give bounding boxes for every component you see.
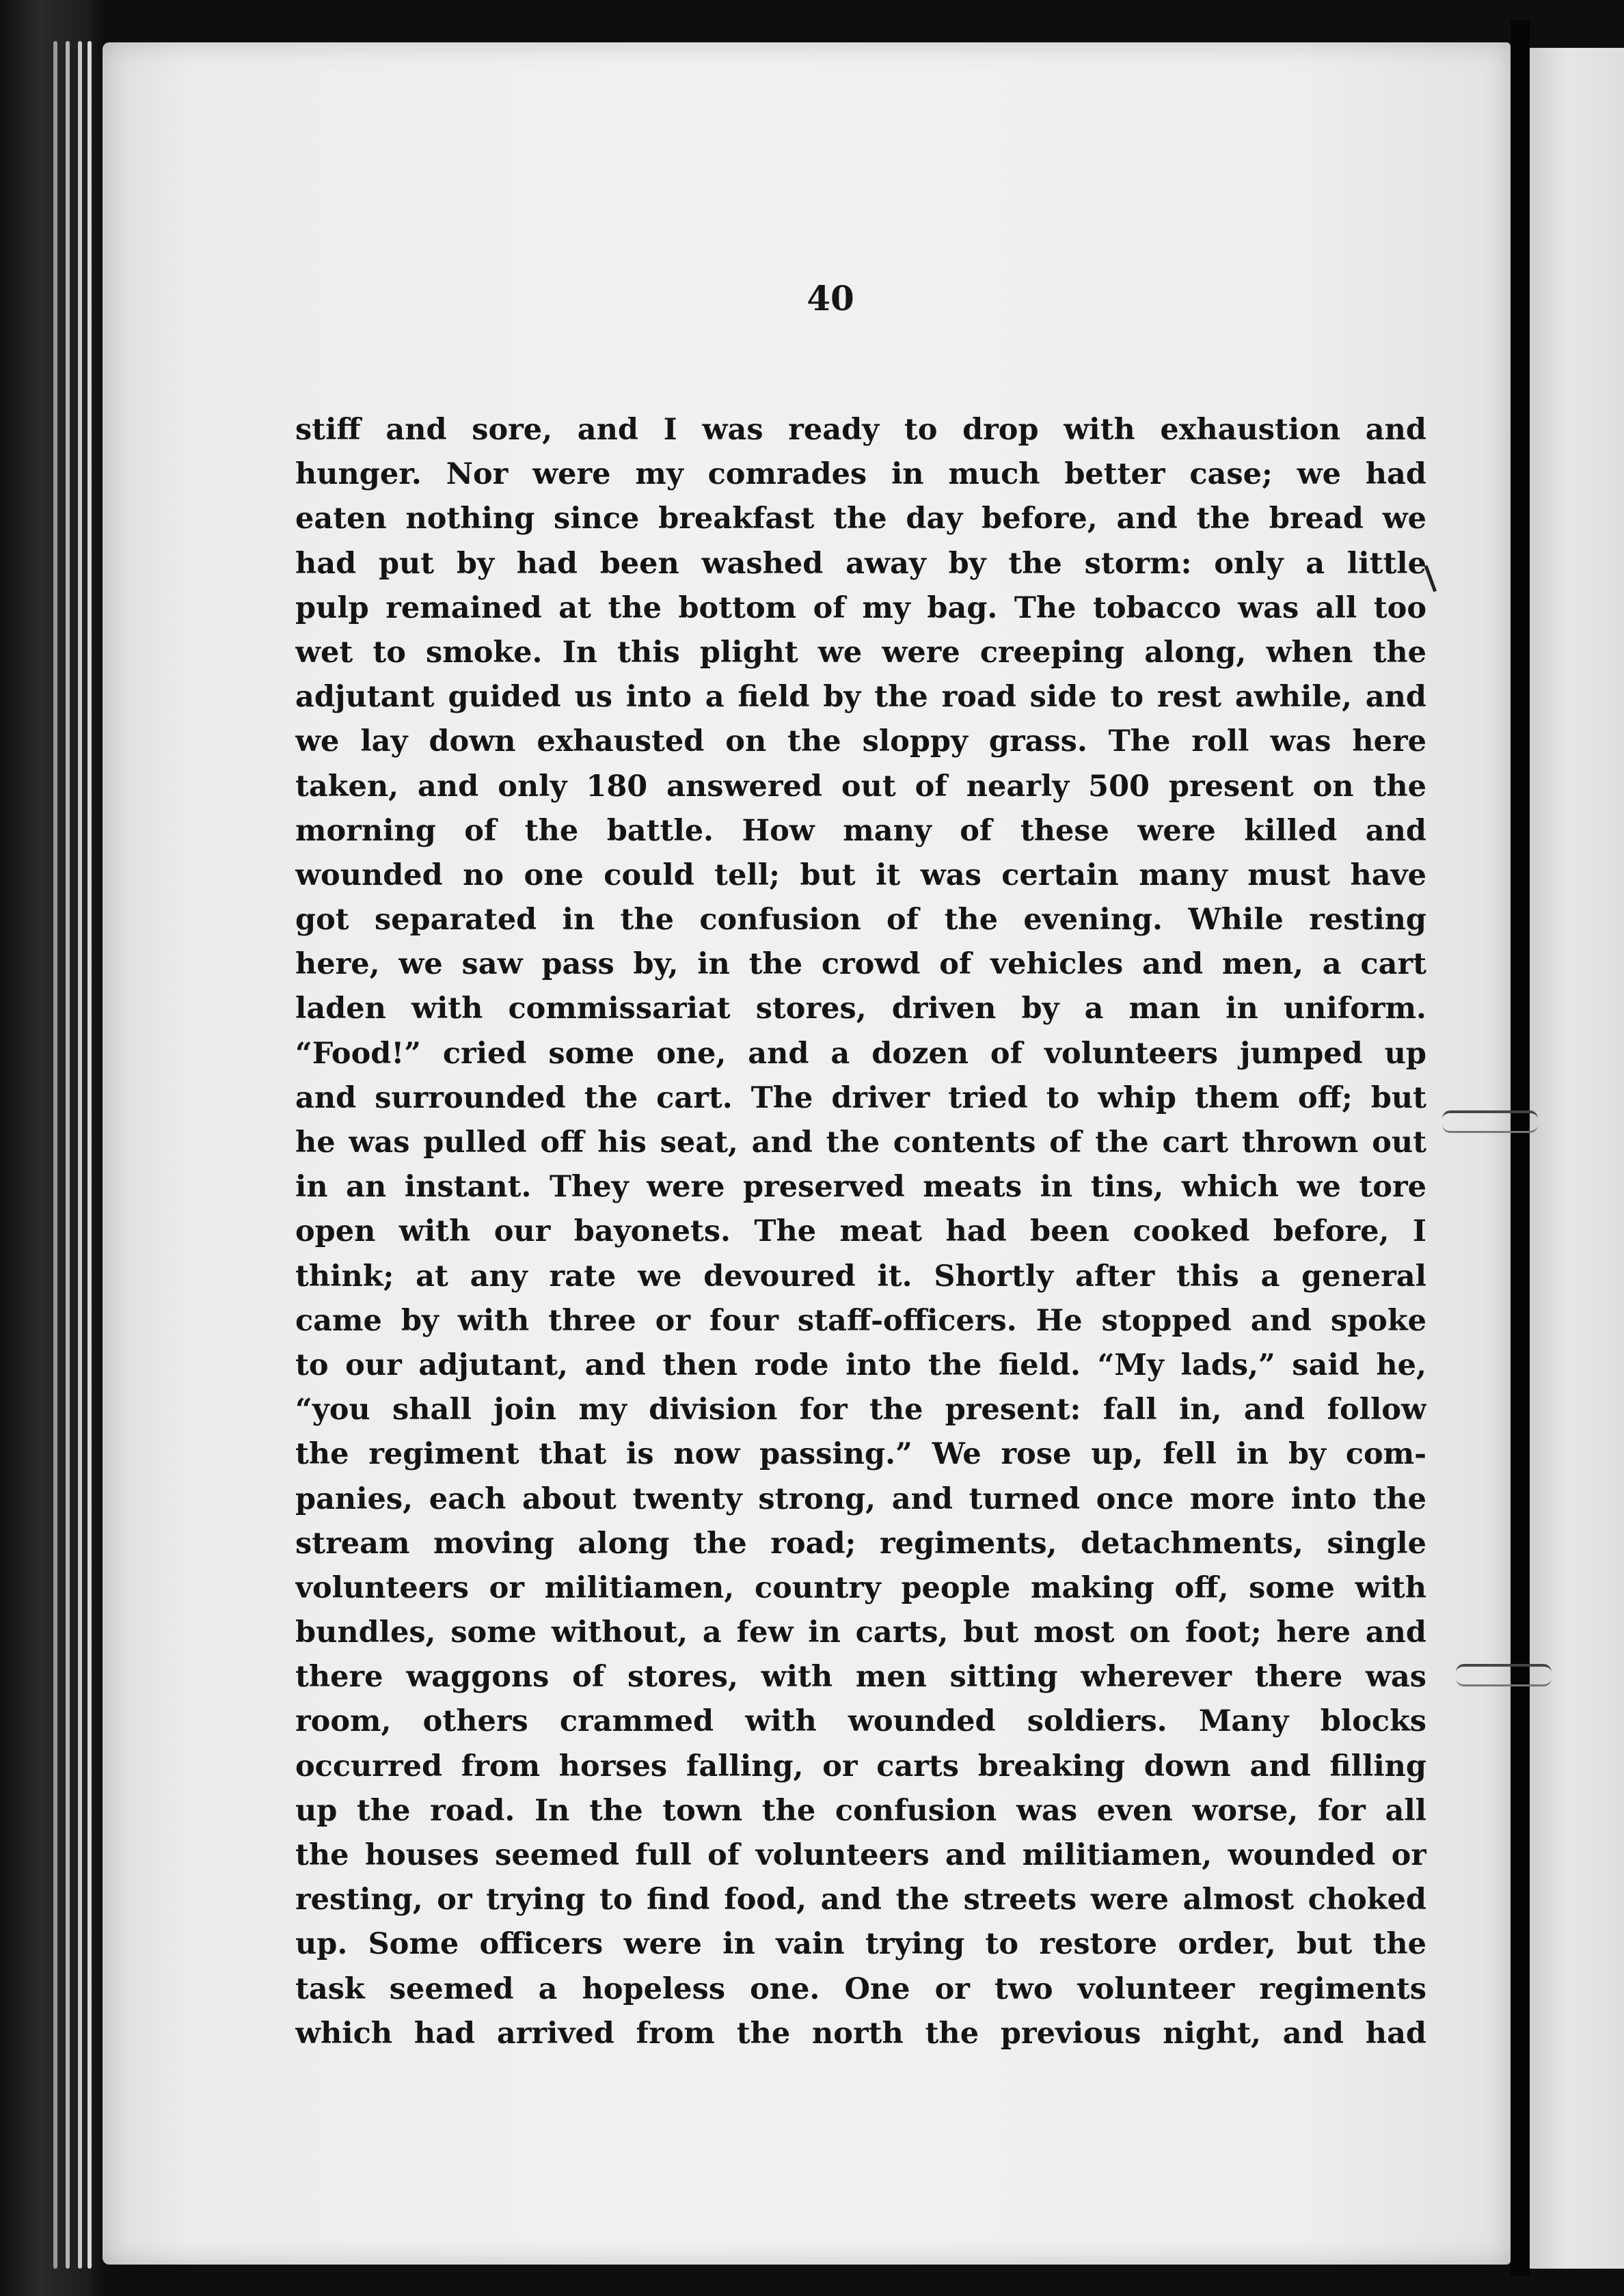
text-line: the regiment that is now passing.” We rose up, fell in by com- [295, 1437, 1426, 1472]
text-line: resting, or trying to find food, and the streets were almost choked [295, 1883, 1426, 1917]
page-edge [53, 41, 57, 2269]
text-line: eaten nothing since breakfast the day before, and the bread we [295, 502, 1426, 536]
text-line: wet to smoke. In this plight we were creeping along, when the [295, 635, 1426, 670]
text-line: hunger. Nor were my comrades in much better case; we had [295, 457, 1426, 492]
text-line: stream moving along the road; regiments, detachments, single [295, 1526, 1426, 1561]
text-line: and surrounded the cart. The driver tried to whip them off; but [295, 1080, 1426, 1115]
binding-gutter [1511, 20, 1530, 2276]
text-line: panies, each about twenty strong, and turned once more into the [295, 1481, 1426, 1516]
text-line: here, we saw pass by, in the crowd of vehicles and men, a cart [295, 947, 1426, 982]
book-page [103, 42, 1511, 2265]
text-line: wounded no one could tell; but it was certain many must have [295, 858, 1426, 892]
text-line: pulp remained at the bottom of my bag. The tobacco was all too [295, 590, 1426, 625]
text-line: came by with three or four staff-officers. He stopped and spoke [295, 1303, 1426, 1338]
binding-clip [1456, 1664, 1552, 1686]
body-text [295, 408, 1426, 2056]
text-line: bundles, some without, a few in carts, but most on foot; here and [295, 1615, 1426, 1650]
text-line: we lay down exhausted on the sloppy grass. The roll was here [295, 724, 1426, 759]
text-line: taken, and only 180 answered out of nearly 500 present on the [295, 769, 1426, 804]
text-line: open with our bayonets. The meat had been cooked before, I [295, 1214, 1426, 1249]
text-line: think; at any rate we devoured it. Shortly after this a general [295, 1259, 1426, 1294]
text-line: room, others crammed with wounded soldiers. Many blocks [295, 1704, 1426, 1739]
page-edge [87, 41, 92, 2269]
text-line: volunteers or militiamen, country people making off, some with [295, 1570, 1426, 1605]
text-line: which had arrived from the north the previous night, and had [295, 2016, 1426, 2051]
text-line: got separated in the confusion of the evening. While resting [295, 903, 1426, 938]
page-number: 40 [807, 278, 854, 318]
text-line: to our adjutant, and then rode into the field. “My lads,” said he, [295, 1348, 1426, 1382]
text-line: stiff and sore, and I was ready to drop with exhaustion and [295, 413, 1426, 447]
text-line: “Food!” cried some one, and a dozen of volunteers jumped up [295, 1036, 1426, 1071]
text-line: adjutant guided us into a field by the road side to rest awhile, and [295, 680, 1426, 715]
text-line: occurred from horses falling, or carts breaking down and filling [295, 1749, 1426, 1784]
page-edge [78, 41, 82, 2269]
binding-clip [1442, 1110, 1538, 1133]
text-line: there waggons of stores, with men sitting wherever there was [295, 1660, 1426, 1695]
text-line: in an instant. They were preserved meats in tins, which we tore [295, 1170, 1426, 1205]
text-line: up the road. In the town the confusion was even worse, for all [295, 1793, 1426, 1828]
facing-page-edge [1530, 48, 1624, 2269]
page-edge [66, 41, 70, 2269]
text-line: up. Some officers were in vain trying to restore order, but the [295, 1927, 1426, 1962]
text-line: he was pulled off his seat, and the contents of the cart thrown out [295, 1125, 1426, 1160]
text-line: “you shall join my division for the present: fall in, and follow [295, 1393, 1426, 1427]
text-line: had put by had been washed away by the storm: only a little [295, 546, 1426, 581]
text-line: laden with commissariat stores, driven by a man in uniform. [295, 992, 1426, 1026]
text-line: morning of the battle. How many of these were killed and [295, 813, 1426, 848]
text-line: the houses seemed full of volunteers and militiamen, wounded or [295, 1838, 1426, 1872]
text-line: task seemed a hopeless one. One or two volunteer regiments [295, 1971, 1426, 2006]
